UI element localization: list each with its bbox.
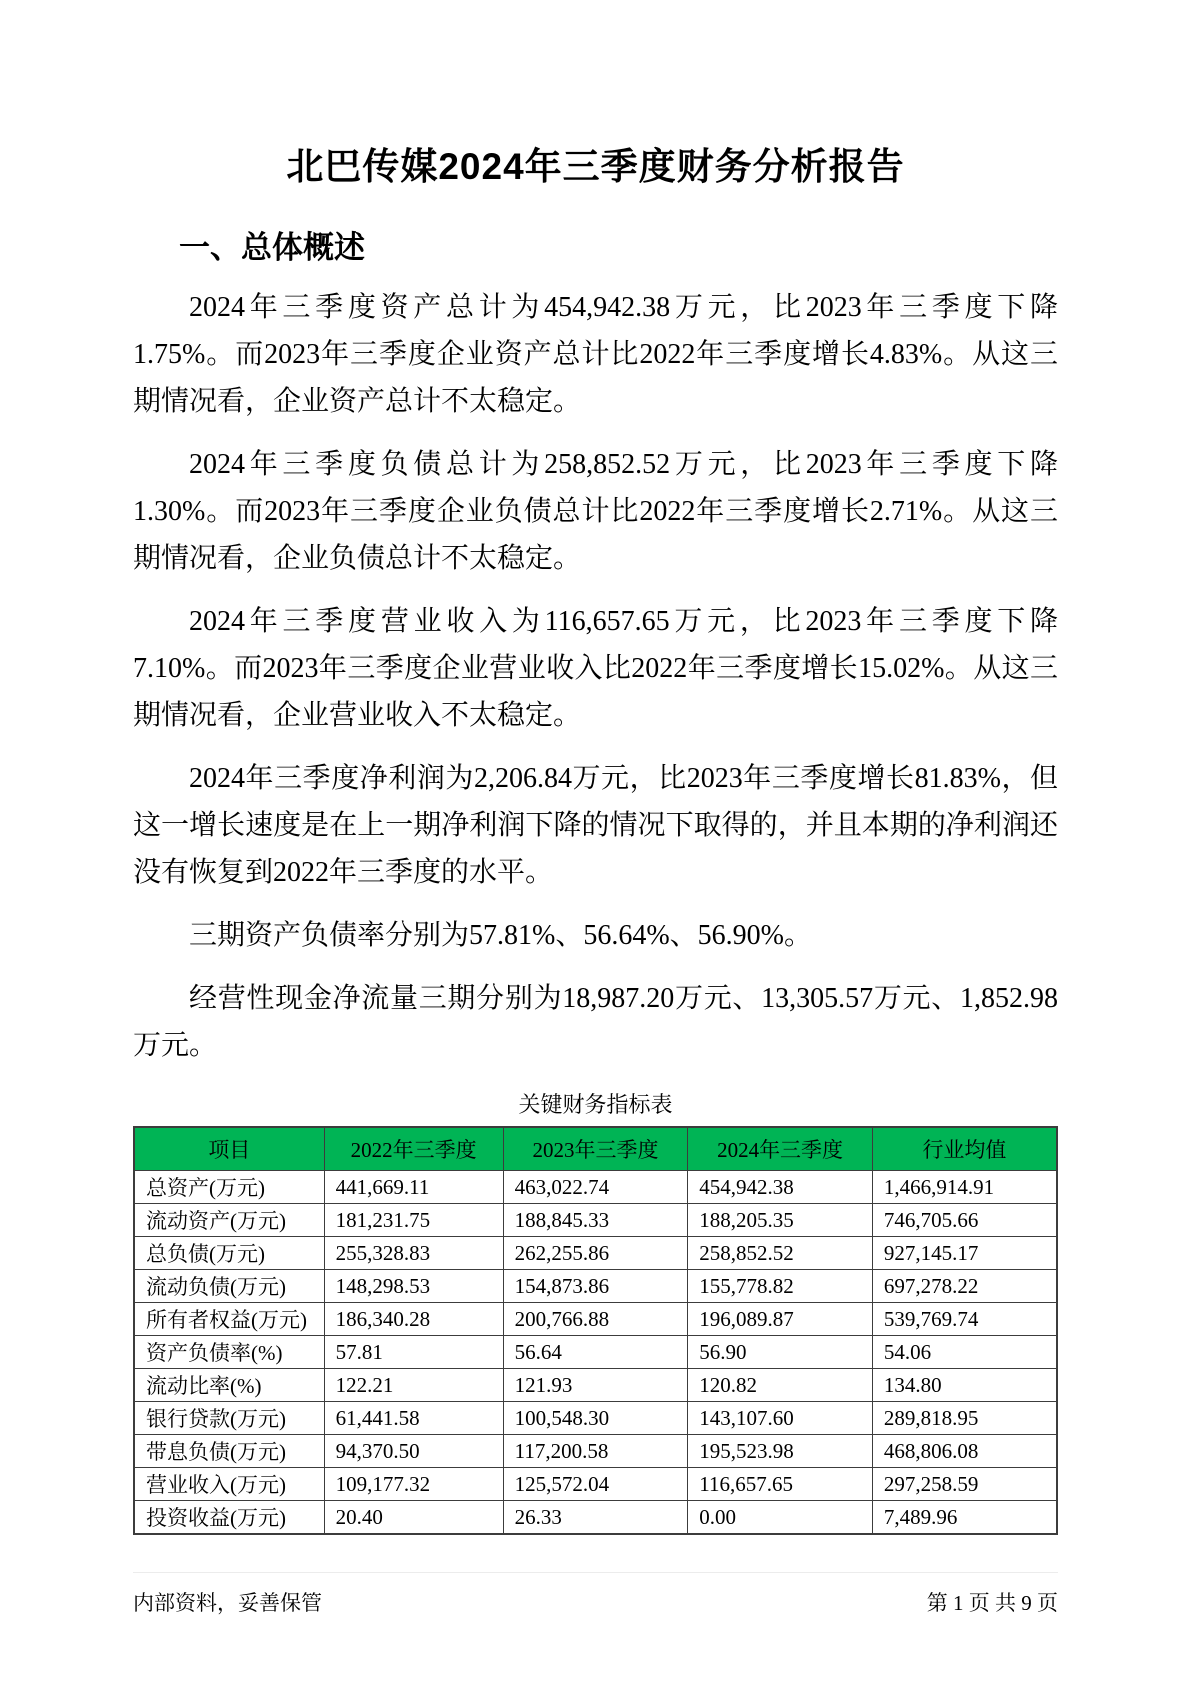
table-cell: 流动负债(万元) [134, 1270, 324, 1303]
table-cell: 营业收入(万元) [134, 1468, 324, 1501]
table-cell: 122.21 [324, 1369, 503, 1402]
document-content [133, 0, 1058, 1535]
table-cell: 155,778.82 [688, 1270, 873, 1303]
table-header-industry-avg: 行业均值 [872, 1127, 1057, 1171]
table-cell: 投资收益(万元) [134, 1501, 324, 1535]
paragraph-total-liabilities: 2024年三季度负债总计为258,852.52万元，比2023年三季度下降1.30%。而2023年三季度企业负债总计比2022年三季度增长2.71%。从这三期情况看，企业负债总计不太稳定。 [133, 449, 1058, 574]
table-cell: 454,942.38 [688, 1171, 873, 1204]
table-cell: 流动资产(万元) [134, 1204, 324, 1237]
table-cell: 26.33 [503, 1501, 688, 1535]
table-row [134, 1204, 1057, 1237]
table-row [134, 1303, 1057, 1336]
table-row [134, 1237, 1057, 1270]
table-header-row [134, 1127, 1057, 1171]
table-row [134, 1369, 1057, 1402]
table-cell: 697,278.22 [872, 1270, 1057, 1303]
table-cell: 181,231.75 [324, 1204, 503, 1237]
table-cell: 带息负债(万元) [134, 1435, 324, 1468]
paragraph-net-profit: 2024年三季度净利润为2,206.84万元，比2023年三季度增长81.83%，但这一增长速度是在上一期净利润下降的情况下取得的，并且本期的净利润还没有恢复到2022年三季度的水平。 [133, 763, 1058, 888]
table-cell: 总负债(万元) [134, 1237, 324, 1270]
table-cell: 188,205.35 [688, 1204, 873, 1237]
table-header-2023q3: 2023年三季度 [503, 1127, 688, 1171]
table-cell: 银行贷款(万元) [134, 1402, 324, 1435]
table-row [134, 1336, 1057, 1369]
key-financial-indicators-table [133, 1126, 1058, 1535]
paragraph-total-assets: 2024年三季度资产总计为454,942.38万元，比2023年三季度下降1.75%。而2023年三季度企业资产总计比2022年三季度增长4.83%。从这三期情况看，企业资产总计不太稳定。 [133, 292, 1058, 417]
table-row [134, 1402, 1057, 1435]
table-cell: 20.40 [324, 1501, 503, 1535]
table-cell: 资产负债率(%) [134, 1336, 324, 1369]
table-cell: 56.64 [503, 1336, 688, 1369]
table-cell: 297,258.59 [872, 1468, 1057, 1501]
table-cell: 56.90 [688, 1336, 873, 1369]
table-cell: 539,769.74 [872, 1303, 1057, 1336]
table-row [134, 1435, 1057, 1468]
table-cell: 117,200.58 [503, 1435, 688, 1468]
page-footer [133, 1572, 1058, 1616]
table-cell: 289,818.95 [872, 1402, 1057, 1435]
table-cell: 1,466,914.91 [872, 1171, 1057, 1204]
table-cell: 116,657.65 [688, 1468, 873, 1501]
paragraph-operating-revenue: 2024年三季度营业收入为116,657.65万元，比2023年三季度下降7.10%。而2023年三季度企业营业收入比2022年三季度增长15.02%。从这三期情况看，企业营业收入不太稳定。 [133, 606, 1058, 731]
table-cell: 196,089.87 [688, 1303, 873, 1336]
table-cell: 100,548.30 [503, 1402, 688, 1435]
table-cell: 154,873.86 [503, 1270, 688, 1303]
table-cell: 148,298.53 [324, 1270, 503, 1303]
table-cell: 258,852.52 [688, 1237, 873, 1270]
table-row [134, 1501, 1057, 1535]
table-cell: 188,845.33 [503, 1204, 688, 1237]
table-cell: 54.06 [872, 1336, 1057, 1369]
table-cell: 441,669.11 [324, 1171, 503, 1204]
table-cell: 200,766.88 [503, 1303, 688, 1336]
table-cell: 143,107.60 [688, 1402, 873, 1435]
table-cell: 186,340.28 [324, 1303, 503, 1336]
table-cell: 57.81 [324, 1336, 503, 1369]
section-heading-overview: 一、总体概述 [179, 230, 365, 265]
table-cell: 总资产(万元) [134, 1171, 324, 1204]
table-header-item: 项目 [134, 1127, 324, 1171]
footer-confidential-note: 内部资料，妥善保管 [133, 1591, 322, 1615]
table-cell: 0.00 [688, 1501, 873, 1535]
table-cell: 134.80 [872, 1369, 1057, 1402]
table-cell: 746,705.66 [872, 1204, 1057, 1237]
table-cell: 109,177.32 [324, 1468, 503, 1501]
table-cell: 468,806.08 [872, 1435, 1057, 1468]
table-cell: 61,441.58 [324, 1402, 503, 1435]
table-cell: 463,022.74 [503, 1171, 688, 1204]
table-cell: 所有者权益(万元) [134, 1303, 324, 1336]
table-header-2024q3: 2024年三季度 [688, 1127, 873, 1171]
table-cell: 94,370.50 [324, 1435, 503, 1468]
table-cell: 流动比率(%) [134, 1369, 324, 1402]
table-cell: 927,145.17 [872, 1237, 1057, 1270]
table-row [134, 1171, 1057, 1204]
table-header-2022q3: 2022年三季度 [324, 1127, 503, 1171]
table-cell: 125,572.04 [503, 1468, 688, 1501]
report-title: 北巴传媒2024年三季度财务分析报告 [286, 146, 905, 187]
table-cell: 120.82 [688, 1369, 873, 1402]
table-cell: 7,489.96 [872, 1501, 1057, 1535]
table-cell: 262,255.86 [503, 1237, 688, 1270]
table-caption: 关键财务指标表 [518, 1092, 673, 1117]
table-cell: 195,523.98 [688, 1435, 873, 1468]
table-cell: 255,328.83 [324, 1237, 503, 1270]
table-row [134, 1270, 1057, 1303]
table-cell: 121.93 [503, 1369, 688, 1402]
overview-paragraphs [133, 284, 1058, 1069]
footer-page-number: 第 1 页 共 9 页 [926, 1591, 1058, 1615]
table-row [134, 1468, 1057, 1501]
paragraph-operating-cash-flow: 经营性现金净流量三期分别为18,987.20万元、13,305.57万元、1,852.98万元。 [133, 983, 1058, 1061]
paragraph-debt-ratio: 三期资产负债率分别为57.81%、56.64%、56.90%。 [189, 920, 812, 951]
